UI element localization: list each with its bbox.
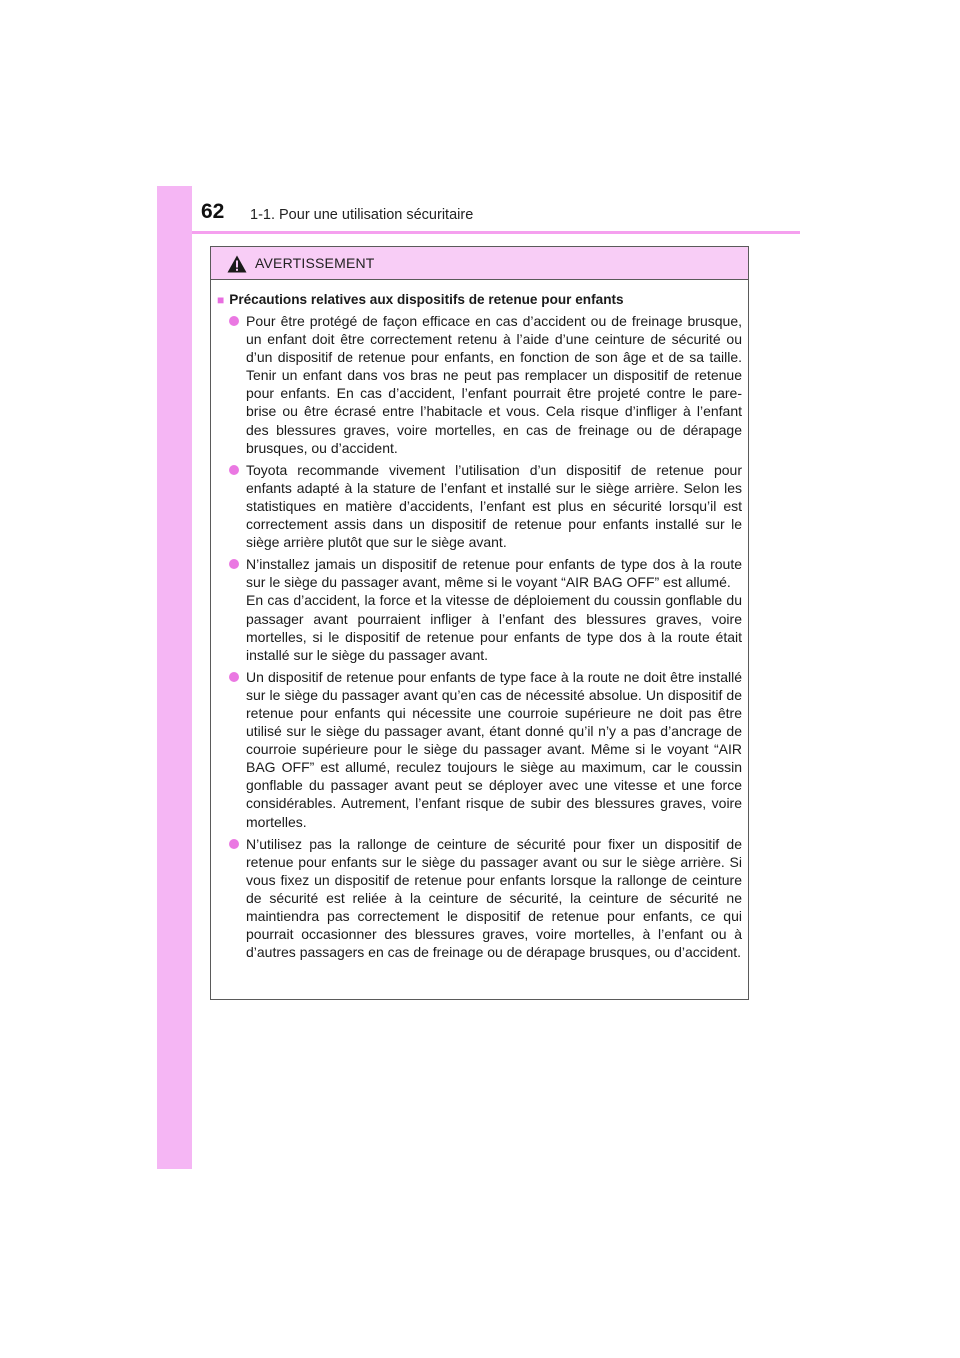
warning-body <box>211 280 748 961</box>
bullet-list <box>217 312 742 961</box>
warning-list-item <box>217 461 742 551</box>
warning-paragraph: N’utilisez pas la rallonge de ceinture de sécurité pour fixer un dispositif de retenue pour enfants sur le siège du passager avant ou sur le siège arrière. Si vous fixez un dispositif de retenue pour enfants lorsque la rallonge de ceinture de sécurité est reliée à la ceinture de sécurité, la ceinture de sécurité ne maintiendra pas correctement le dispositif de retenue pour enfants, ce qui pourrait occasionner des blessures graves, voire mortelles, à l’enfant ou à d’autres passagers en cas de freinage ou de dérapage brusques, ou d’accident. <box>246 835 742 961</box>
circle-bullet-icon <box>229 316 239 326</box>
warning-box <box>210 246 749 1000</box>
warning-item-text <box>246 668 742 831</box>
warning-item-text <box>246 555 742 664</box>
warning-list-item <box>217 312 742 457</box>
circle-bullet-icon <box>229 465 239 475</box>
warning-paragraph: En cas d’accident, la force et la vitesse de déploiement du coussin gonflable du passager avant pourraient infliger à l’enfant des blessures graves, voire mortelles, si le dispositif de retenue pour enfants de type dos à la route était installé sur le siège du passager avant. <box>246 592 742 663</box>
circle-bullet-icon <box>229 559 239 569</box>
page-number: 62 <box>201 200 225 223</box>
warning-list-item <box>217 835 742 962</box>
warning-paragraph: Toyota recommande vivement l’utilisation d’un dispositif de retenue pour enfants adapté à la stature de l’enfant et installé sur le siège arrière. Selon les statistiques en matière d’accidents, l’enfant est plus en sécurité lorsqu’il est correctement assis dans un dispositif de retenue pour enfants installé sur le siège arrière plutôt que sur le siège avant. <box>246 461 742 551</box>
warning-triangle-icon <box>227 255 247 273</box>
warning-item-text <box>246 461 742 551</box>
warning-item-text <box>246 312 742 457</box>
warning-paragraph: Pour être protégé de façon efficace en cas d’accident ou de freinage brusque, un enfant doit être correctement retenu à l’aide d’une ceinture de sécurité ou d’un dispositif de retenue pour enfants, en fonction de son âge et de sa taille. Tenir un enfant dans vos bras ne peut pas remplacer un dispositif de retenue pour enfants. En cas d’accident, l’enfant pourrait être projeté contre le pare-brise ou être écrasé entre l’habitacle et vous. Cela risque d’infliger à l’enfant des blessures graves, voire mortelles, en cas de freinage ou de dérapage brusques, ou d’accident. <box>246 313 742 456</box>
warning-title: AVERTISSEMENT <box>255 255 375 271</box>
warning-list-item <box>217 555 742 664</box>
section-title: 1-1. Pour une utilisation sécuritaire <box>250 207 474 223</box>
circle-bullet-icon <box>229 839 239 849</box>
warning-item-text <box>246 835 742 962</box>
side-tab-band <box>157 186 192 1169</box>
circle-bullet-icon <box>229 672 239 682</box>
section-heading <box>217 290 742 309</box>
warning-paragraph: Un dispositif de retenue pour enfants de type face à la route ne doit être installé sur le siège du passager avant qu’en cas de nécessité absolue. Un dispositif de retenue pour enfants qui nécessite une courroie supérieure ne doit pas être utilisé sur le siège du passager avant, étant donné qu’il n’y a pas d’ancrage de courroie supérieure pour le siège du passager avant. Même si le voyant “AIR BAG OFF” est allumé, reculez toujours le siège au maximum, car le coussin gonflable du passager avant peut se déployer avec une vitesse et une force considérables. Autrement, l’enfant risque de subir des blessures graves, voire mortelles. <box>246 668 742 830</box>
warning-list-item <box>217 668 742 831</box>
warning-paragraph: N’installez jamais un dispositif de retenue pour enfants de type dos à la route sur le siège du passager avant, même si le voyant “AIR BAG OFF” est allumé. <box>246 556 742 591</box>
header-rule <box>192 231 800 234</box>
warning-header <box>211 247 748 280</box>
square-bullet-icon: ■ <box>217 293 225 307</box>
section-heading-text: Précautions relatives aux dispositifs de retenue pour enfants <box>229 292 624 307</box>
